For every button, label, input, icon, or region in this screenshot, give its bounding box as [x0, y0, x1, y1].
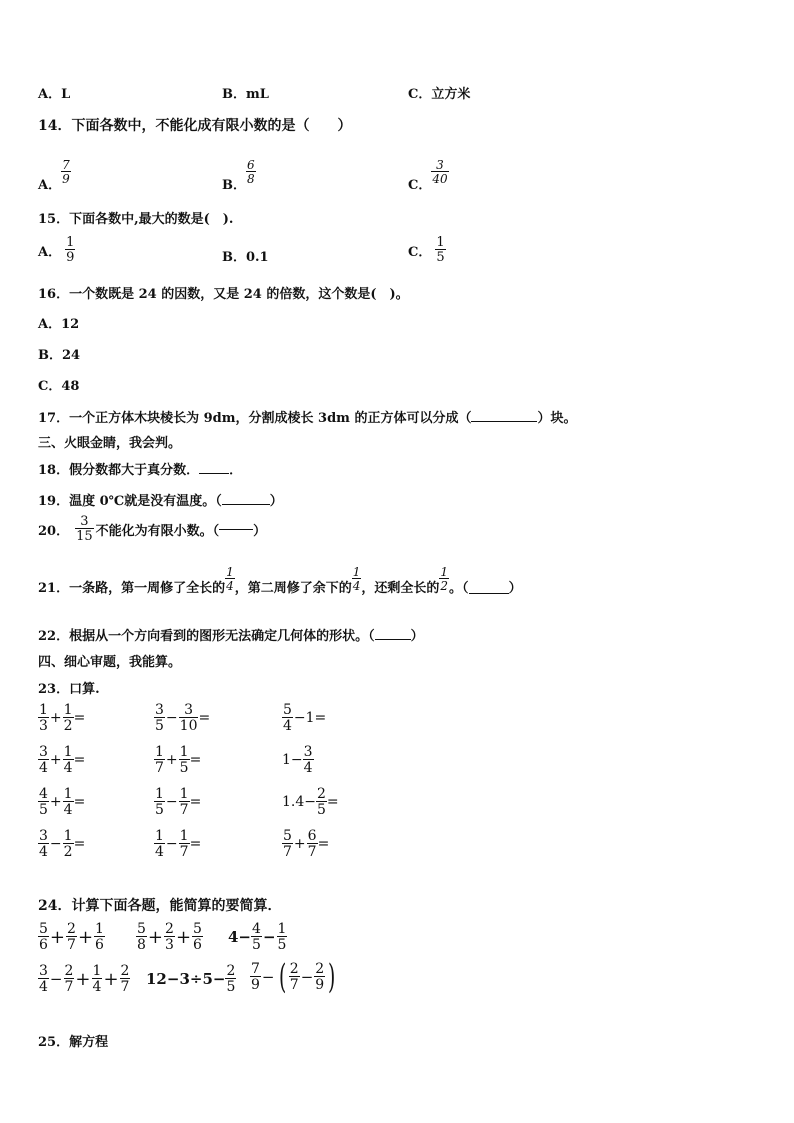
fraction: [179, 703, 199, 733]
fraction: [38, 829, 49, 859]
fraction: [250, 962, 261, 992]
fraction: [289, 962, 300, 992]
answer-blank[interactable]: [375, 639, 411, 640]
fraction: [92, 964, 103, 994]
numerator: 4: [252, 921, 261, 937]
numerator: 3: [80, 514, 89, 529]
fraction: [154, 787, 165, 817]
denominator: 6: [95, 937, 104, 953]
denominator: 7: [67, 937, 76, 953]
q22-stem-end: ）: [410, 629, 424, 644]
denominator: 5: [39, 802, 48, 818]
q16-option-c: C．48: [38, 379, 80, 394]
mental-calc-item: [154, 787, 201, 817]
denominator: 2: [63, 718, 73, 734]
answer-blank[interactable]: [469, 593, 509, 594]
denominator: 9: [251, 977, 260, 993]
equals: =: [73, 752, 86, 768]
fraction: [38, 703, 49, 733]
q21-stem-end: 。（: [449, 581, 469, 596]
fraction: [66, 922, 77, 952]
q20-label: 20．: [38, 523, 70, 539]
numerator: 5: [193, 921, 202, 937]
operator: +: [49, 794, 62, 810]
q18-stem-end: ．: [229, 463, 243, 478]
denominator: 5: [155, 802, 164, 818]
numerator: 2: [120, 963, 130, 979]
option-label: B．: [222, 178, 246, 193]
q20-stem-end: ）: [253, 523, 267, 539]
operator: +: [49, 752, 62, 768]
numerator: 1: [352, 565, 361, 579]
numerator: 1: [155, 744, 164, 760]
operator: +: [77, 926, 94, 948]
numerator: 1: [63, 828, 73, 844]
numerator: 2: [64, 963, 74, 979]
fraction: [65, 236, 75, 264]
denominator: 8: [247, 171, 255, 186]
equals: =: [73, 836, 86, 852]
numerator: 3: [39, 744, 48, 760]
fraction: [63, 745, 74, 775]
q24-title: 24．计算下面各题，能简算的要简算．: [38, 898, 282, 914]
numerator: 3: [39, 963, 48, 979]
numerator: 1: [92, 963, 102, 979]
fraction: [179, 745, 190, 775]
numerator: 2: [226, 963, 236, 979]
fraction: [225, 964, 236, 994]
numerator: 2: [317, 786, 326, 802]
numerator: 3: [155, 702, 164, 718]
q16-stem: 16．一个数既是 24 的因数，又是 24 的倍数，这个数是( )。: [38, 287, 409, 302]
numerator: 3: [184, 702, 194, 718]
fraction: [61, 159, 71, 185]
denominator: 5: [277, 937, 287, 953]
operand: 4−: [228, 928, 252, 946]
denominator: 4: [155, 844, 164, 860]
operator: −: [49, 836, 62, 852]
q15-option-c: [408, 236, 446, 264]
denominator: 7: [289, 977, 299, 993]
q17: [38, 407, 576, 426]
fraction: [38, 745, 49, 775]
numerator: 1: [179, 828, 189, 844]
q13-option-c: C．立方米: [408, 87, 471, 102]
fraction: [246, 159, 256, 185]
q21-stem-mid: ，第二周修了余下的: [234, 581, 352, 596]
fraction: [179, 787, 190, 817]
q20-stem: 不能化为有限小数。（: [95, 523, 220, 539]
operator: −: [300, 968, 314, 986]
operator: +: [49, 926, 66, 948]
q15-option-a: [38, 236, 75, 264]
numerator: 5: [283, 828, 292, 844]
denominator: 7: [307, 844, 317, 860]
denominator: 10: [179, 718, 198, 734]
denominator: 4: [92, 979, 102, 995]
numerator: 1: [63, 786, 73, 802]
fraction: [179, 829, 190, 859]
mental-calc-item: [282, 745, 314, 775]
operator: −: [165, 836, 178, 852]
operand: 1−: [282, 752, 303, 768]
numerator: 1: [155, 828, 164, 844]
mental-calc-item: [282, 787, 339, 817]
operator: +: [147, 926, 164, 948]
numerator: 3: [436, 157, 444, 172]
answer-blank[interactable]: [222, 504, 270, 505]
numerator: 6: [247, 157, 255, 172]
operator: −: [262, 928, 276, 946]
q14-stem: 14．下面各数中，不能化成有限小数的是（ ）: [38, 118, 352, 134]
numerator: 5: [137, 921, 146, 937]
mental-calc-item: [38, 787, 85, 817]
operator: +: [293, 836, 306, 852]
operator: −: [49, 970, 63, 988]
section-3-heading: 三、火眼金睛，我会判。: [38, 436, 182, 451]
numerator: 2: [315, 961, 325, 977]
denominator: 2: [440, 579, 449, 593]
option-label: A．: [38, 178, 62, 193]
q18: [38, 459, 242, 478]
fraction: [120, 964, 131, 994]
denominator: 9: [62, 171, 70, 186]
q19-stem: 19．温度 0℃就是没有温度。（: [38, 494, 222, 509]
fraction: [154, 829, 165, 859]
q17-stem: 17．一个正方体木块棱长为 9dm，分割成棱长 3dm 的正方体可以分成（: [38, 411, 472, 426]
q16-option-a: A．12: [38, 317, 80, 332]
fraction: [154, 703, 165, 733]
denominator: 4: [226, 579, 234, 593]
q21-close: ）: [508, 581, 522, 596]
fraction: [154, 745, 165, 775]
operator: +: [165, 752, 178, 768]
q13-option-b: B．mL: [222, 87, 269, 102]
q19: [38, 490, 283, 509]
simplify-expression-3: [228, 922, 287, 952]
section-4-heading: 四、细心审题，我能算。: [38, 655, 182, 670]
right-paren-icon: ): [328, 957, 336, 997]
fraction: [316, 787, 327, 817]
fraction: [282, 703, 293, 733]
numerator: 5: [39, 921, 48, 937]
numerator: 1: [66, 235, 75, 250]
denominator: 4: [63, 760, 73, 776]
denominator: 9: [66, 250, 75, 265]
equals: =: [73, 794, 86, 810]
denominator: 4: [283, 718, 292, 734]
q21: [38, 566, 522, 596]
q25-title: 25．解方程: [38, 1035, 109, 1050]
denominator: 7: [179, 844, 189, 860]
mental-calc-item: [38, 745, 85, 775]
numerator: 1: [179, 786, 189, 802]
q14-option-a: [38, 150, 71, 193]
simplify-expression-5: [146, 964, 236, 994]
fraction: [38, 787, 49, 817]
denominator: 6: [193, 937, 202, 953]
operator: −: [165, 794, 178, 810]
q14-option-c: [408, 150, 449, 193]
q14-option-b: [222, 150, 256, 193]
denominator: 5: [252, 937, 261, 953]
q21-stem-mid2: ，还剩全长的: [361, 581, 440, 596]
q22: [38, 625, 424, 644]
simplify-expression-2: [136, 922, 203, 952]
fraction: [435, 236, 445, 264]
fraction: [307, 829, 318, 859]
numerator: 3: [39, 828, 48, 844]
numerator: 2: [165, 921, 174, 937]
numerator: 6: [307, 828, 317, 844]
fraction: [94, 922, 105, 952]
operator: +: [175, 926, 192, 948]
q16-option-b: B．24: [38, 348, 81, 363]
numerator: 7: [62, 157, 70, 172]
denominator: 4: [39, 979, 48, 995]
operator: +: [75, 968, 91, 990]
operator: −: [261, 968, 275, 986]
numerator: 1: [39, 702, 48, 718]
q13-option-a: A．L: [38, 87, 71, 102]
numerator: 1: [63, 702, 73, 718]
fraction: [352, 566, 362, 592]
numerator: 2: [67, 921, 76, 937]
fraction: [63, 829, 74, 859]
numerator: 5: [283, 702, 292, 718]
q19-stem-end: ）: [269, 494, 283, 509]
option-label: A．: [38, 244, 62, 260]
numerator: 1: [155, 786, 164, 802]
denominator: 7: [155, 760, 164, 776]
fraction: [277, 922, 288, 952]
denominator: 6: [39, 937, 48, 953]
simplify-expression-6: [250, 957, 338, 997]
fraction: [63, 787, 74, 817]
operator: +: [49, 710, 62, 726]
mental-calc-item: [154, 829, 201, 859]
fraction: [314, 962, 325, 992]
numerator: 1: [226, 565, 234, 579]
mental-calc-item: [38, 829, 85, 859]
numerator: 1: [95, 921, 104, 937]
equals: =: [326, 794, 339, 810]
mental-calc-item: [282, 829, 329, 859]
fraction: [164, 922, 175, 952]
denominator: 8: [137, 937, 146, 953]
equals: =: [189, 836, 202, 852]
denominator: 7: [120, 979, 130, 995]
denominator: 4: [39, 844, 48, 860]
operator: +: [103, 968, 119, 990]
denominator: 5: [317, 802, 326, 818]
denominator: 40: [432, 171, 448, 186]
denominator: 4: [352, 579, 361, 593]
denominator: 5: [436, 250, 445, 265]
fraction: [225, 566, 235, 592]
numerator: 3: [303, 744, 313, 760]
q22-stem: 22．根据从一个方向看到的图形无法确定几何体的形状。（: [38, 629, 375, 644]
q21-stem: 21．一条路，第一周修了全长的: [38, 581, 226, 596]
q17-stem-end: ）块。: [537, 411, 577, 426]
fraction: [38, 922, 49, 952]
denominator: 7: [64, 979, 74, 995]
denominator: 7: [283, 844, 292, 860]
numerator: 7: [251, 961, 260, 977]
mental-calc-item: [38, 703, 85, 733]
equals: =: [317, 836, 330, 852]
fraction: [282, 829, 293, 859]
answer-blank[interactable]: [471, 421, 537, 422]
numerator: 4: [39, 786, 48, 802]
fraction: [251, 922, 262, 952]
denominator: 9: [315, 977, 325, 993]
equals: =: [198, 710, 211, 726]
numerator: 1: [63, 744, 73, 760]
denominator: 15: [76, 529, 93, 544]
denominator: 5: [226, 979, 236, 995]
q15-option-b: B．0.1: [222, 250, 269, 265]
numerator: 1: [277, 921, 287, 937]
denominator: 3: [39, 718, 48, 734]
denominator: 3: [165, 937, 174, 953]
fraction: [38, 964, 49, 994]
denominator: 2: [63, 844, 73, 860]
operand: 1.4−: [282, 794, 316, 810]
simplify-expression-1: [38, 922, 105, 952]
equals: =: [73, 710, 86, 726]
mental-calc-item: [154, 745, 201, 775]
answer-blank[interactable]: [219, 529, 253, 530]
denominator: 4: [63, 802, 73, 818]
fraction: [75, 515, 94, 543]
numerator: 1: [436, 235, 445, 250]
fraction: [63, 703, 74, 733]
operator: −: [165, 710, 178, 726]
q15-stem: 15．下面各数中,最大的数是( ).: [38, 212, 234, 227]
denominator: 4: [303, 760, 313, 776]
equals: =: [189, 752, 202, 768]
fraction: [431, 159, 448, 185]
left-paren-icon: (: [278, 957, 286, 997]
q18-stem: 18．假分数都大于真分数．: [38, 463, 200, 478]
denominator: 7: [179, 802, 189, 818]
answer-blank[interactable]: [199, 473, 229, 474]
mental-calc-item: [154, 703, 210, 733]
fraction: [136, 922, 147, 952]
numerator: 1: [440, 565, 449, 579]
option-label: C．: [408, 178, 432, 193]
equals: =: [189, 794, 202, 810]
q23-title: 23．口算.: [38, 682, 100, 697]
operand: 12−3÷5−: [146, 970, 226, 988]
numerator: 1: [179, 744, 189, 760]
operator: −1=: [293, 710, 327, 726]
fraction: [192, 922, 203, 952]
mental-calc-item: [282, 703, 327, 733]
numerator: 2: [289, 961, 299, 977]
option-label: C．: [408, 244, 432, 260]
fraction: [439, 566, 449, 592]
q20: [38, 515, 266, 543]
denominator: 4: [39, 760, 48, 776]
fraction: [303, 745, 314, 775]
fraction: [64, 964, 75, 994]
simplify-expression-4: [38, 964, 130, 994]
denominator: 5: [179, 760, 189, 776]
denominator: 5: [155, 718, 164, 734]
